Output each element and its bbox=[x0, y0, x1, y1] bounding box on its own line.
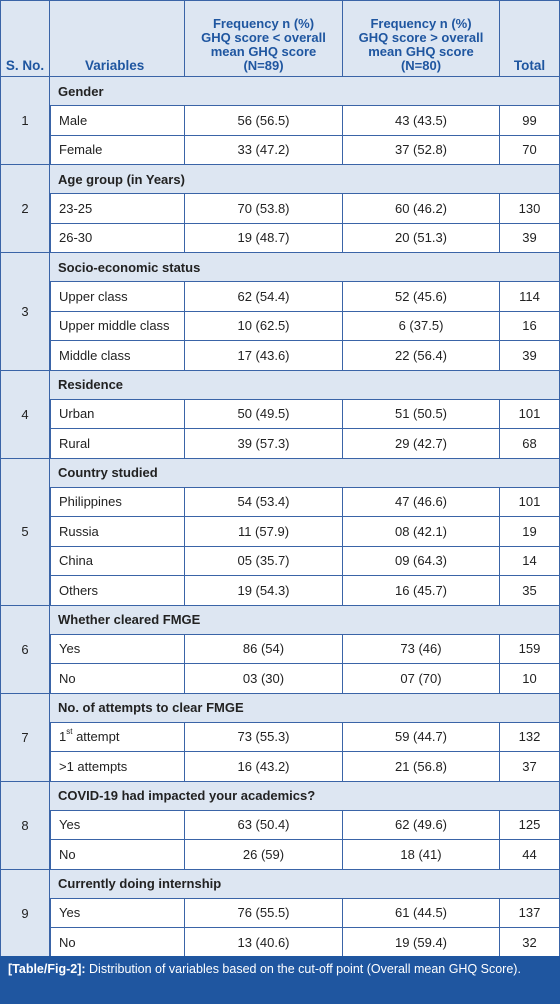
table-row bbox=[0, 635, 560, 665]
freq-less-cell: 10 (62.5) bbox=[185, 312, 343, 342]
total-cell: 39 bbox=[500, 341, 560, 371]
freq-more-cell: 47 (46.6) bbox=[343, 488, 500, 518]
variable-label: Upper class bbox=[50, 282, 185, 312]
table-row bbox=[0, 517, 560, 547]
variable-label: Rural bbox=[50, 429, 185, 459]
variable-label: Male bbox=[50, 106, 185, 136]
freq-less-cell: 19 (54.3) bbox=[185, 576, 343, 606]
table-row bbox=[0, 429, 560, 459]
freq-more-cell: 6 (37.5) bbox=[343, 312, 500, 342]
serial-number: 4 bbox=[0, 371, 50, 459]
serial-number: 6 bbox=[0, 606, 50, 694]
freq-less-cell: 16 (43.2) bbox=[185, 752, 343, 782]
table-row bbox=[0, 840, 560, 870]
freq-more-cell: 29 (42.7) bbox=[343, 429, 500, 459]
freq-less-cell: 39 (57.3) bbox=[185, 429, 343, 459]
table-caption bbox=[0, 956, 560, 1004]
group-title-row bbox=[0, 371, 560, 400]
variable-label bbox=[50, 723, 185, 753]
variable-label-sup: st bbox=[66, 727, 73, 737]
variable-label: Upper middle class bbox=[50, 312, 185, 342]
table-row bbox=[0, 752, 560, 782]
table-row bbox=[0, 224, 560, 254]
total-cell: 14 bbox=[500, 547, 560, 577]
header-variables: Variables bbox=[50, 0, 185, 77]
variable-label: Yes bbox=[50, 635, 185, 665]
table-row bbox=[0, 928, 560, 958]
freq-less-cell: 11 (57.9) bbox=[185, 517, 343, 547]
group-title-row bbox=[0, 165, 560, 194]
caption-text: Distribution of variables based on the cut-off point (Overall mean GHQ Score). bbox=[85, 962, 521, 976]
freq-less-cell: 63 (50.4) bbox=[185, 811, 343, 841]
freq-more-cell: 08 (42.1) bbox=[343, 517, 500, 547]
table-row bbox=[0, 488, 560, 518]
total-cell: 16 bbox=[500, 312, 560, 342]
variable-label: Russia bbox=[50, 517, 185, 547]
freq-more-cell: 16 (45.7) bbox=[343, 576, 500, 606]
header-row bbox=[0, 0, 560, 77]
freq-less-cell: 76 (55.5) bbox=[185, 899, 343, 929]
variable-label: 26-30 bbox=[50, 224, 185, 254]
serial-number: 1 bbox=[0, 77, 50, 165]
total-cell: 39 bbox=[500, 224, 560, 254]
variable-label: Philippines bbox=[50, 488, 185, 518]
freq-more-cell: 51 (50.5) bbox=[343, 400, 500, 430]
group-title-row bbox=[0, 253, 560, 282]
serial-number: 3 bbox=[0, 253, 50, 371]
freq-less-cell: 70 (53.8) bbox=[185, 194, 343, 224]
total-cell: 19 bbox=[500, 517, 560, 547]
serial-number: 2 bbox=[0, 165, 50, 253]
freq-more-cell: 43 (43.5) bbox=[343, 106, 500, 136]
serial-number: 9 bbox=[0, 870, 50, 958]
freq-more-cell: 52 (45.6) bbox=[343, 282, 500, 312]
group-title: Age group (in Years) bbox=[50, 165, 560, 194]
header-sno: S. No. bbox=[0, 0, 50, 77]
group-title-row bbox=[0, 459, 560, 488]
freq-more-cell: 60 (46.2) bbox=[343, 194, 500, 224]
table-row bbox=[0, 723, 560, 753]
freq-less-cell: 17 (43.6) bbox=[185, 341, 343, 371]
total-cell: 68 bbox=[500, 429, 560, 459]
total-cell: 37 bbox=[500, 752, 560, 782]
group-title: COVID-19 had impacted your academics? bbox=[50, 782, 560, 811]
group-title: Residence bbox=[50, 371, 560, 400]
freq-less-cell: 05 (35.7) bbox=[185, 547, 343, 577]
group-title: No. of attempts to clear FMGE bbox=[50, 694, 560, 723]
variable-label: No bbox=[50, 928, 185, 958]
total-cell: 125 bbox=[500, 811, 560, 841]
total-cell: 101 bbox=[500, 488, 560, 518]
total-cell: 137 bbox=[500, 899, 560, 929]
table-row bbox=[0, 811, 560, 841]
freq-less-cell: 56 (56.5) bbox=[185, 106, 343, 136]
caption-ref: [Table/Fig-2]: bbox=[8, 962, 86, 976]
variable-label: Yes bbox=[50, 811, 185, 841]
variable-label: Others bbox=[50, 576, 185, 606]
group-title: Gender bbox=[50, 77, 560, 106]
table-row bbox=[0, 136, 560, 166]
freq-less-cell: 50 (49.5) bbox=[185, 400, 343, 430]
total-cell: 132 bbox=[500, 723, 560, 753]
group-title: Whether cleared FMGE bbox=[50, 606, 560, 635]
table-row bbox=[0, 341, 560, 371]
variable-label: No bbox=[50, 664, 185, 694]
freq-less-cell: 03 (30) bbox=[185, 664, 343, 694]
group-title: Socio-economic status bbox=[50, 253, 560, 282]
serial-number: 5 bbox=[0, 459, 50, 606]
freq-less-cell: 86 (54) bbox=[185, 635, 343, 665]
serial-number: 8 bbox=[0, 782, 50, 870]
total-cell: 99 bbox=[500, 106, 560, 136]
total-cell: 35 bbox=[500, 576, 560, 606]
total-cell: 159 bbox=[500, 635, 560, 665]
freq-more-cell: 19 (59.4) bbox=[343, 928, 500, 958]
freq-less-cell: 26 (59) bbox=[185, 840, 343, 870]
variable-label: Urban bbox=[50, 400, 185, 430]
table-row bbox=[0, 899, 560, 929]
table-row bbox=[0, 664, 560, 694]
total-cell: 10 bbox=[500, 664, 560, 694]
serial-number: 7 bbox=[0, 694, 50, 782]
variable-label: Yes bbox=[50, 899, 185, 929]
freq-more-cell: 37 (52.8) bbox=[343, 136, 500, 166]
total-cell: 114 bbox=[500, 282, 560, 312]
total-cell: 130 bbox=[500, 194, 560, 224]
freq-more-cell: 20 (51.3) bbox=[343, 224, 500, 254]
freq-more-cell: 07 (70) bbox=[343, 664, 500, 694]
total-cell: 32 bbox=[500, 928, 560, 958]
variable-label: Female bbox=[50, 136, 185, 166]
variable-label: Middle class bbox=[50, 341, 185, 371]
freq-less-cell: 33 (47.2) bbox=[185, 136, 343, 166]
group-title: Currently doing internship bbox=[50, 870, 560, 899]
variable-label: 23-25 bbox=[50, 194, 185, 224]
freq-more-cell: 59 (44.7) bbox=[343, 723, 500, 753]
table-body bbox=[0, 77, 560, 958]
group-title-row bbox=[0, 606, 560, 635]
group-title-row bbox=[0, 782, 560, 811]
table-row bbox=[0, 576, 560, 606]
table-row bbox=[0, 194, 560, 224]
freq-more-cell: 18 (41) bbox=[343, 840, 500, 870]
variable-label: No bbox=[50, 840, 185, 870]
freq-less-cell: 13 (40.6) bbox=[185, 928, 343, 958]
variable-label: >1 attempts bbox=[50, 752, 185, 782]
total-cell: 70 bbox=[500, 136, 560, 166]
freq-more-cell: 62 (49.6) bbox=[343, 811, 500, 841]
freq-more-cell: 21 (56.8) bbox=[343, 752, 500, 782]
group-title: Country studied bbox=[50, 459, 560, 488]
freq-more-cell: 09 (64.3) bbox=[343, 547, 500, 577]
freq-less-cell: 62 (54.4) bbox=[185, 282, 343, 312]
total-cell: 101 bbox=[500, 400, 560, 430]
group-title-row bbox=[0, 694, 560, 723]
header-total: Total bbox=[500, 0, 560, 77]
header-freq-less: Frequency n (%) GHQ score < overall mean GHQ score (N=89) bbox=[185, 0, 343, 77]
table-row bbox=[0, 312, 560, 342]
freq-more-cell: 73 (46) bbox=[343, 635, 500, 665]
table-row bbox=[0, 547, 560, 577]
freq-less-cell: 19 (48.7) bbox=[185, 224, 343, 254]
group-title-row bbox=[0, 870, 560, 899]
total-cell: 44 bbox=[500, 840, 560, 870]
table-row bbox=[0, 400, 560, 430]
freq-more-cell: 22 (56.4) bbox=[343, 341, 500, 371]
variable-label: China bbox=[50, 547, 185, 577]
header-freq-more: Frequency n (%) GHQ score > overall mean GHQ score (N=80) bbox=[343, 0, 500, 77]
variable-label-rest: attempt bbox=[72, 729, 120, 745]
group-title-row bbox=[0, 77, 560, 106]
variable-label-text: 1 bbox=[59, 729, 67, 745]
freq-less-cell: 54 (53.4) bbox=[185, 488, 343, 518]
table-row bbox=[0, 282, 560, 312]
freq-more-cell: 61 (44.5) bbox=[343, 899, 500, 929]
table-row bbox=[0, 106, 560, 136]
freq-less-cell: 73 (55.3) bbox=[185, 723, 343, 753]
